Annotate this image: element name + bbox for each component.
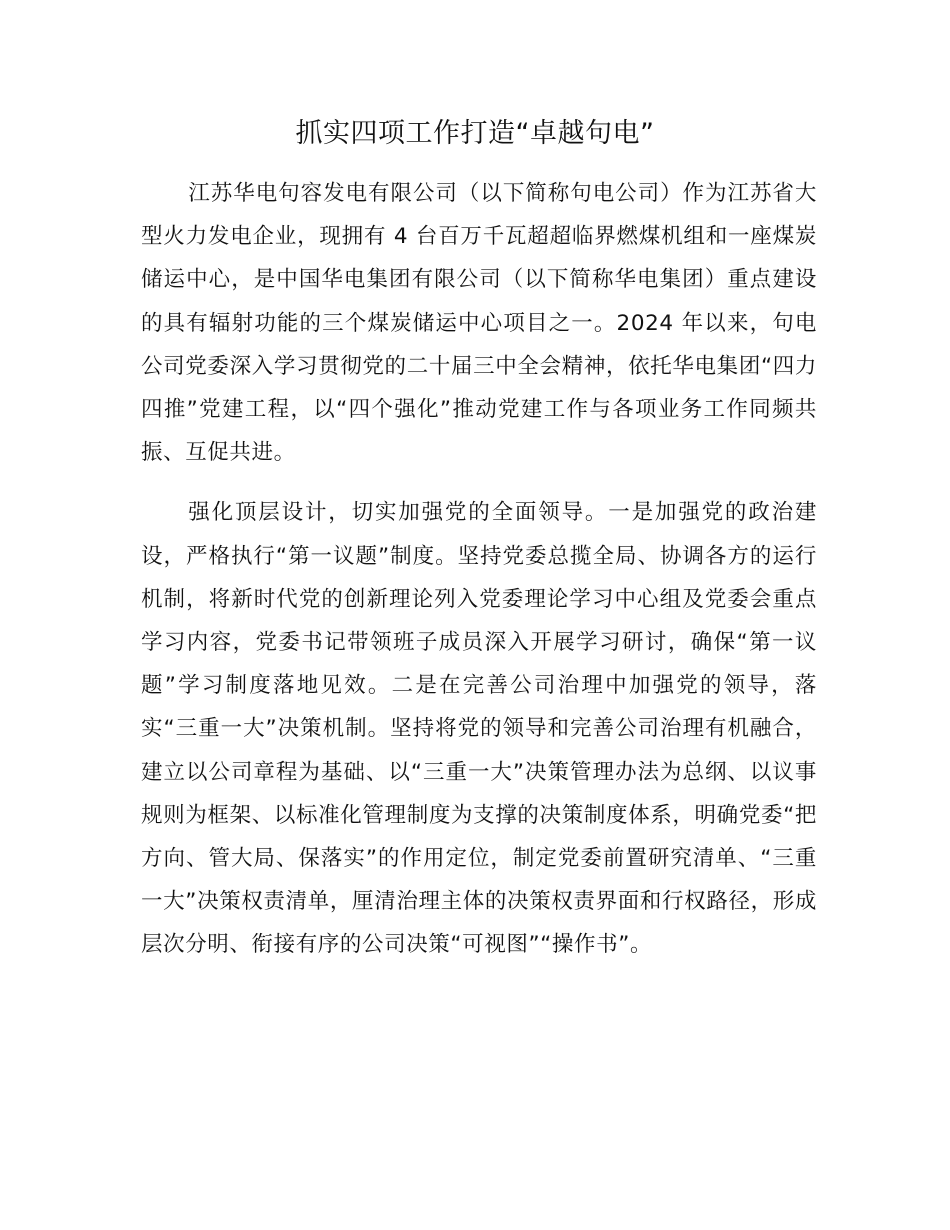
intro-paragraph: 江苏华电句容发电有限公司（以下简称句电公司）作为江苏省大型火力发电企业，现拥有 4 台百万千瓦超超临界燃煤机组和一座煤炭储运中心，是中国华电集团有限公司（以下简称华电集团）重点建设的具有辐射功能的三个煤炭储运中心项目之一。2024 年以来，句电公司党委深入学习贯彻党的二十届三中全会精神，依托华电集团“四力四推”党建工程，以“四个强化”推动党建工作与各项业务工作同频共振、互促共进。 bbox=[141, 181, 817, 466]
document-body bbox=[141, 172, 817, 967]
section-paragraph: 强化顶层设计，切实加强党的全面领导。一是加强党的政治建设，严格执行“第一议题”制度。坚持党委总揽全局、协调各方的运行机制，将新时代党的创新理论列入党委理论学习中心组及党委会重点学习内容，党委书记带领班子成员深入开展学习研讨，确保“第一议题”学习制度落地见效。二是在完善公司治理中加强党的领导，落实“三重一大”决策机制。坚持将党的领导和完善公司治理有机融合，建立以公司章程为基础、以“三重一大”决策管理办法为总纲、以议事规则为框架、以标准化管理制度为支撑的决策制度体系，明确党委“把方向、管大局、保落实”的作用定位，制定党委前置研究清单、“三重一大”决策权责清单，厘清治理主体的决策权责界面和行权路径，形成层次分明、衔接有序的公司决策“可视图”“操作书”。 bbox=[141, 500, 817, 958]
document-title: 抓实四项工作打造“卓越句电” bbox=[295, 118, 655, 149]
